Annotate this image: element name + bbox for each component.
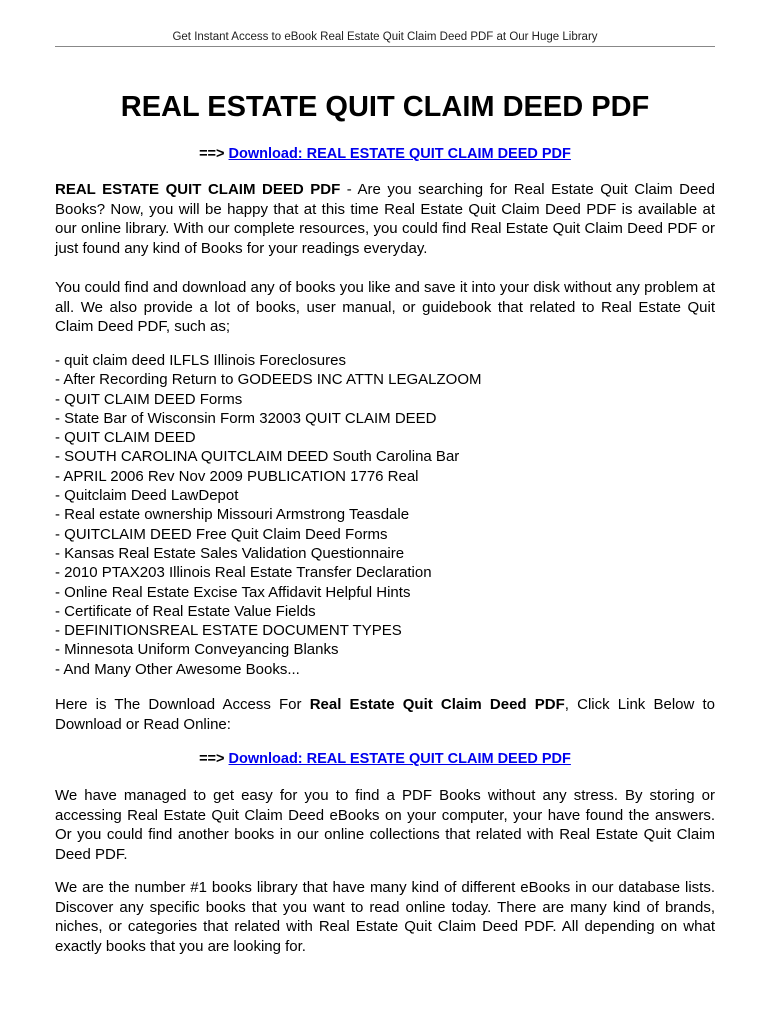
list-item: - SOUTH CAROLINA QUITCLAIM DEED South Carolina Bar [55, 448, 460, 466]
download-arrow: ==> [199, 751, 229, 767]
list-item: - Real estate ownership Missouri Armstrong Teasdale [55, 506, 410, 524]
list-item: - After Recording Return to GODEEDS INC ATTN LEGALZOOM [55, 371, 482, 389]
list-item: - DEFINITIONSREAL ESTATE DOCUMENT TYPES [55, 622, 402, 640]
intro-text: - Are you searching for Real Estate Quit Claim Deed Books? Now, you will be happy that at this time Real Estate Quit Claim Deed PDF is available at our online library. With our complete resources, you could find Real Estate Quit Claim Deed PDF or just found any kind of Books for your readings everyday. [55, 181, 715, 257]
list-item: - Online Real Estate Excise Tax Affidavit Helpful Hints [55, 583, 411, 601]
header-divider [55, 46, 715, 47]
intro-bold: REAL ESTATE QUIT CLAIM DEED PDF [55, 181, 341, 198]
paragraph-books: You could find and download any of books you like and save it into your disk without any problem at all. We also provide a lot of books, user manual, or guidebook that related to Real Estate Quit Claim Deed PDF, such as; [55, 279, 715, 335]
list-item: - QUIT CLAIM DEED [55, 429, 196, 447]
access-paragraph [55, 695, 715, 734]
list-item: - QUIT CLAIM DEED Forms [55, 390, 243, 408]
list-item: - And Many Other Awesome Books... [55, 660, 300, 678]
list-item: - Minnesota Uniform Conveyancing Blanks [55, 641, 339, 659]
list-item: - Certificate of Real Estate Value Fields [55, 602, 316, 620]
list-item: - 2010 PTAX203 Illinois Real Estate Transfer Declaration [55, 564, 432, 582]
access-pre: Here is The Download Access For [55, 696, 310, 713]
paragraph-storage: We have managed to get easy for you to find a PDF Books without any stress. By storing or accessing Real Estate Quit Claim Deed eBooks on your computer, your have found the answers. Or you could find another books in our online collections that related with Real Estate Quit Claim Deed PDF. [55, 787, 715, 863]
download-link-top[interactable]: Download: REAL ESTATE QUIT CLAIM DEED PDF [228, 146, 571, 162]
page-title: REAL ESTATE QUIT CLAIM DEED PDF [120, 91, 650, 123]
list-item: - State Bar of Wisconsin Form 32003 QUIT CLAIM DEED [55, 409, 437, 427]
page-header: Get Instant Access to eBook Real Estate Quit Claim Deed PDF at Our Huge Library [172, 31, 598, 43]
book-list [55, 351, 715, 679]
list-item: - Kansas Real Estate Sales Validation Questionnaire [55, 544, 405, 562]
intro-paragraph [55, 180, 715, 258]
list-item: - QUITCLAIM DEED Free Quit Claim Deed Forms [55, 525, 388, 543]
list-item: - Quitclaim Deed LawDepot [55, 487, 239, 505]
list-item: - quit claim deed ILFLS Illinois Foreclosures [55, 352, 346, 369]
access-post: , Click Link Below to Download or Read Online: [55, 696, 716, 733]
download-link-bottom[interactable]: Download: REAL ESTATE QUIT CLAIM DEED PDF [228, 751, 571, 767]
download-line-bottom [55, 751, 715, 767]
access-bold: Real Estate Quit Claim Deed PDF [309, 696, 565, 713]
download-line-top [55, 146, 715, 162]
list-item: - APRIL 2006 Rev Nov 2009 PUBLICATION 1776 Real [55, 467, 419, 485]
download-arrow: ==> [199, 146, 229, 162]
paragraph-library: We are the number #1 books library that have many kind of different eBooks in our database lists. Discover any specific books that you want to read online today. There are many kind of brands, niches, or categories that related with Real Estate Quit Claim Deed PDF. All depending on what exactly books that you are looking for. [55, 879, 715, 955]
